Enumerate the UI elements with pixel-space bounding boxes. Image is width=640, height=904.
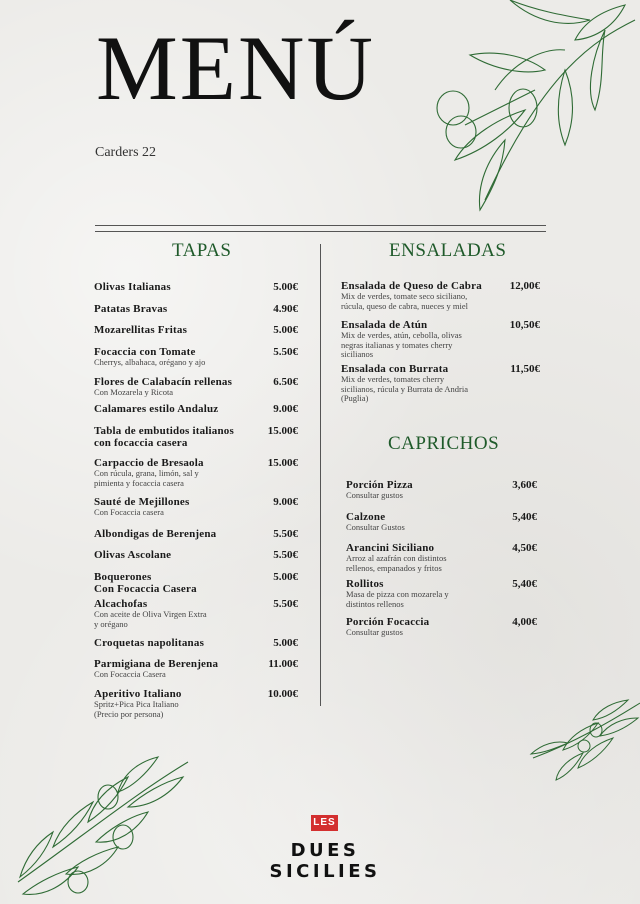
menu-item-description: Cherrys, albahaca, orégano y ajo <box>94 357 206 367</box>
brand-name: DUES SICILIES <box>269 840 381 882</box>
menu-item <box>341 363 494 404</box>
menu-item <box>94 598 252 629</box>
menu-item-description: Spritz+Pica Pica Italiano (Precio por persona) <box>94 699 179 719</box>
menu-item-description: Masa de pizza con mozarela y distintos rellenos <box>346 589 449 609</box>
menu-item <box>341 280 494 311</box>
divider-top-second <box>95 231 546 232</box>
menu-item-name: Croquetas napolitanas <box>94 637 205 649</box>
menu-item <box>94 571 252 595</box>
menu-item-description: Con rúcula, grana, limón, sal y pimienta y focaccia casera <box>94 468 199 488</box>
menu-item <box>94 376 252 398</box>
olive-branch-icon <box>528 698 640 783</box>
menu-item-name: Calamares estilo Andaluz <box>94 403 219 415</box>
menu-item <box>346 578 491 609</box>
menu-item-name: Parmigiana de Berenjena <box>94 658 219 670</box>
menu-item <box>94 549 252 561</box>
section-title-caprichos: CAPRICHOS <box>388 433 500 454</box>
menu-item-description: Consultar gustos <box>346 627 403 637</box>
menu-item <box>94 403 252 415</box>
menu-item-name: Alcachofas <box>94 598 148 610</box>
menu-item <box>94 346 252 368</box>
menu-item <box>94 303 252 315</box>
menu-item-price: 9.00€ <box>273 403 298 415</box>
menu-item-name: Calzone <box>346 511 386 523</box>
menu-item-name: Boquerones Con Focaccia Casera <box>94 571 197 595</box>
menu-item-price: 12,00€ <box>509 280 540 292</box>
brand-logo-les: LES <box>311 815 338 831</box>
menu-item-name: Aperitivo Italiano <box>94 688 182 700</box>
menu-item <box>94 528 252 540</box>
menu-item <box>346 542 491 573</box>
menu-item-price: 11,50€ <box>510 363 540 375</box>
menu-item <box>346 479 491 501</box>
menu-item-name: Patatas Bravas <box>94 303 168 315</box>
menu-item <box>341 319 494 360</box>
menu-item-price: 4.90€ <box>273 303 298 315</box>
menu-item-price: 5,40€ <box>512 511 537 523</box>
menu-item-price: 3,60€ <box>512 479 537 491</box>
olive-branch-icon <box>8 752 198 902</box>
menu-item-description: Con Focaccia Casera <box>94 669 166 679</box>
menu-item-name: Focaccia con Tomate <box>94 346 196 358</box>
section-title-tapas: TAPAS <box>172 240 232 261</box>
menu-item <box>94 324 252 336</box>
menu-item-price: 11.00€ <box>268 658 298 670</box>
menu-item-price: 5.00€ <box>273 571 298 583</box>
menu-item-name: Olivas Italianas <box>94 281 171 293</box>
address: Carders 22 <box>95 145 157 160</box>
menu-item-name: Porción Focaccia <box>346 616 430 628</box>
menu-item-description: Con Mozarela y Ricota <box>94 387 174 397</box>
menu-item-description: Consultar gustos <box>346 490 403 500</box>
menu-item <box>94 281 252 293</box>
menu-item-name: Ensalada con Burrata <box>341 363 449 375</box>
menu-item <box>346 511 491 533</box>
menu-item-price: 5.50€ <box>273 346 298 358</box>
menu-item-name: Olivas Ascolane <box>94 549 172 561</box>
menu-item <box>94 637 252 649</box>
menu-item-description: Mix de verdes, tomate seco siciliano, rúcula, queso de cabra, nueces y miel <box>341 291 468 311</box>
menu-item-name: Albondigas de Berenjena <box>94 528 217 540</box>
menu-item-price: 4,50€ <box>512 542 537 554</box>
menu-item-price: 6.50€ <box>273 376 298 388</box>
menu-item-name: Ensalada de Queso de Cabra <box>341 280 482 292</box>
menu-item-price: 5.00€ <box>273 637 298 649</box>
menu-item-price: 5.00€ <box>273 324 298 336</box>
menu-item-name: Ensalada de Atún <box>341 319 428 331</box>
divider-top <box>95 225 546 226</box>
column-divider <box>320 244 321 706</box>
menu-item-description: Con Focaccia casera <box>94 507 164 517</box>
menu-item-price: 5.50€ <box>273 528 298 540</box>
page-title: MENÚ <box>96 17 375 119</box>
menu-item-price: 5.00€ <box>273 281 298 293</box>
menu-item-price: 5.50€ <box>273 549 298 561</box>
menu-item-price: 4,00€ <box>512 616 537 628</box>
menu-item-price: 5,40€ <box>512 578 537 590</box>
section-title-ensaladas: ENSALADAS <box>389 240 507 261</box>
menu-item-description: Mix de verdes, atún, cebolla, olivas negras italianas y tomates cherry sicilianos <box>341 330 462 359</box>
menu-item-name: Rollitos <box>346 578 384 590</box>
menu-item <box>94 425 252 449</box>
menu-item <box>346 616 491 638</box>
menu-item-name: Flores de Calabacín rellenas <box>94 376 233 388</box>
menu-item <box>94 457 252 488</box>
menu-item-name: Porción Pizza <box>346 479 413 491</box>
menu-item-price: 15.00€ <box>267 457 298 469</box>
menu-item-name: Tabla de embutidos italianos con focaccia casera <box>94 425 234 449</box>
menu-item-name: Arancini Siciliano <box>346 542 435 554</box>
menu-item <box>94 658 252 680</box>
menu-item-description: Consultar Gustos <box>346 522 405 532</box>
menu-item-price: 15.00€ <box>267 425 298 437</box>
menu-item-name: Carpaccio de Bresaola <box>94 457 204 469</box>
menu-item-name: Sauté de Mejillones <box>94 496 190 508</box>
menu-item <box>94 688 252 719</box>
menu-item-price: 9.00€ <box>273 496 298 508</box>
menu-item-name: Mozarellitas Fritas <box>94 324 188 336</box>
menu-item-price: 10.00€ <box>267 688 298 700</box>
menu-item-price: 5.50€ <box>273 598 298 610</box>
menu-item-price: 10,50€ <box>509 319 540 331</box>
menu-item-description: Mix de verdes, tomates cherry sicilianos, rúcula y Burrata de Andria (Puglia) <box>341 374 468 403</box>
menu-item <box>94 496 252 518</box>
olive-branch-icon <box>425 0 640 220</box>
menu-item-description: Arroz al azafrán con distintos rellenos, empanados y fritos <box>346 553 447 573</box>
menu-item-description: Con aceite de Oliva Virgen Extra y orégano <box>94 609 207 629</box>
